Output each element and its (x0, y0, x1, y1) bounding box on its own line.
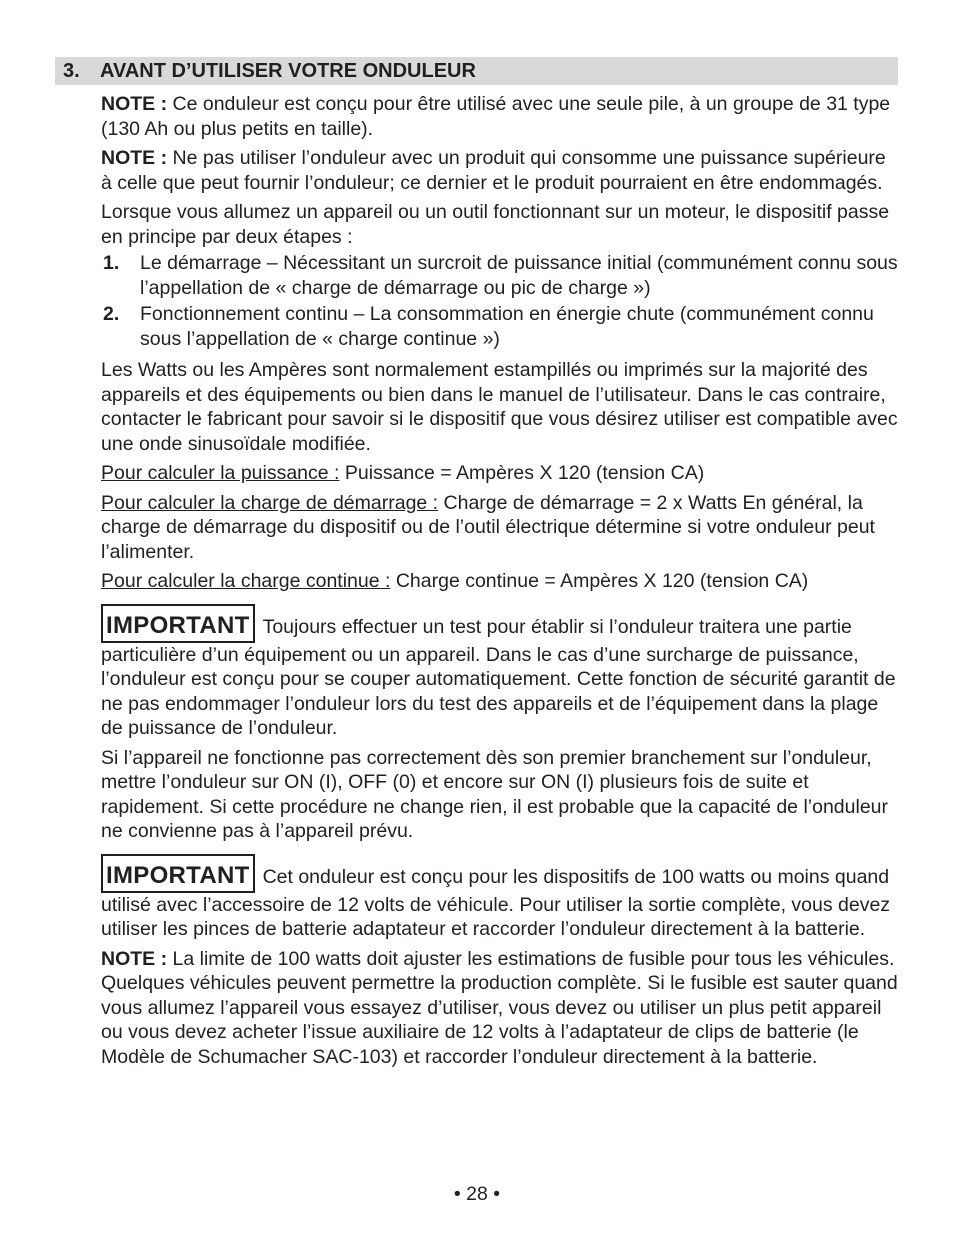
page-content (101, 92, 901, 1074)
note-label: NOTE : (101, 93, 168, 115)
note-label: NOTE : (101, 147, 168, 169)
list-item-text: Fonctionnement continu – La consommation en énergie chute (communément connu sous l’appellation de « charge continue ») (140, 303, 874, 350)
steps-list (101, 251, 901, 351)
note-paragraph-2 (101, 146, 901, 195)
section-title: AVANT D’UTILISER VOTRE ONDULEUR (100, 60, 476, 82)
note-paragraph-3 (101, 947, 901, 1070)
important-text: Cet onduleur est conçu pour les dispositifs de 100 watts ou moins quand utilisé avec l’accessoire de 12 volts de véhicule. Pour utiliser la sortie complète, vous devez utiliser les pinces de batterie adaptateur et raccorder l’onduleur directement à la batterie. (101, 865, 891, 940)
calc-power-label: Pour calculer la puissance : (101, 462, 340, 484)
important-text: Toujours effectuer un test pour établir si l’onduleur traitera une partie particulière d’un équipement ou un appareil. Dans le cas d’une surcharge de puissance, l’onduleur est conçu pour se couper automatiquement. Cette fonction de sécurité garantit de ne pas endommager l’onduleur lors du test des appareils et de l’équipement dans la plage de puissance de l’onduleur. (101, 615, 896, 739)
calc-power-paragraph (101, 461, 901, 486)
note-paragraph-1 (101, 92, 901, 141)
important-badge: IMPORTANT (101, 604, 255, 643)
note-text: Ne pas utiliser l’onduleur avec un produit qui consomme une puissance supérieure à celle que peut fournir l’onduleur; ce dernier et le produit pourraient en être endommagés. (101, 147, 886, 194)
list-item-text: Le démarrage – Nécessitant un surcroit de puissance initial (communément connu sous l’appellation de « charge de démarrage ou pic de charge ») (140, 252, 898, 299)
important-paragraph-2 (101, 854, 901, 942)
calc-continuous-text: Charge continue = Ampères X 120 (tension CA) (390, 570, 809, 592)
page-number: • 28 • (453, 1183, 501, 1205)
list-item (101, 302, 901, 351)
calc-start-label: Pour calculer la charge de démarrage : (101, 491, 439, 514)
section-number: 3. (63, 60, 80, 82)
section-header (55, 57, 898, 85)
calc-start-paragraph (101, 491, 901, 565)
list-item-number: 1. (103, 252, 120, 274)
intro-paragraph: Lorsque vous allumez un appareil ou un outil fonctionnant sur un moteur, le dispositif passe en principe par deux étapes : (101, 201, 890, 248)
note-label: NOTE : (101, 947, 168, 970)
note-text: La limite de 100 watts doit ajuster les estimations de fusible pour tous les véhicules. Quelques véhicules peuvent permettre la production complète. Si le fusible est sauter quand vous allumez l’appareil vous essayez d’utiliser, vous devez ou utiliser un plus petit appareil ou vous devez acheter l’issue auxiliaire de 12 volts à l’adaptateur de clips de batterie (le Modèle de Schumacher SAC-103) et raccorder l’onduleur directement à la batterie. (101, 947, 898, 1068)
important-badge: IMPORTANT (101, 854, 255, 893)
calc-continuous-paragraph (101, 569, 901, 594)
note-text: Ce onduleur est conçu pour être utilisé avec une seule pile, à un groupe de 31 type (130 Ah ou plus petits en taille). (101, 93, 891, 140)
calc-continuous-label: Pour calculer la charge continue : (101, 570, 391, 592)
watts-paragraph: Les Watts ou les Ampères sont normalement estampillés ou imprimés sur la majorité des appareils et des équipements ou bien dans le manuel de l’utilisateur. Dans le cas contraire, contacter le fabricant pour savoir si le dispositif que vous désirez utiliser est compatible avec une onde sinusoïdale modifiée. (101, 359, 898, 455)
calc-power-text: Puissance = Ampères X 120 (tension CA) (339, 462, 705, 484)
list-item (101, 251, 901, 300)
important-paragraph-1 (101, 604, 901, 741)
list-item-number: 2. (103, 303, 120, 325)
calc-start-text: Charge de démarrage = 2 x Watts En général, la charge de démarrage du dispositif ou de l’outil électrique détermine si votre onduleur peut l’alimenter. (101, 491, 875, 563)
retry-paragraph: Si l’appareil ne fonctionne pas correctement dès son premier branchement sur l’onduleur, mettre l’onduleur sur ON (I), OFF (0) et encore sur ON (I) plusieurs fois de suite et rapidement. Si cette procédure ne change rien, il est probable que la capacité de l’onduleur ne convienne pas à l’appareil prévu. (101, 746, 889, 842)
